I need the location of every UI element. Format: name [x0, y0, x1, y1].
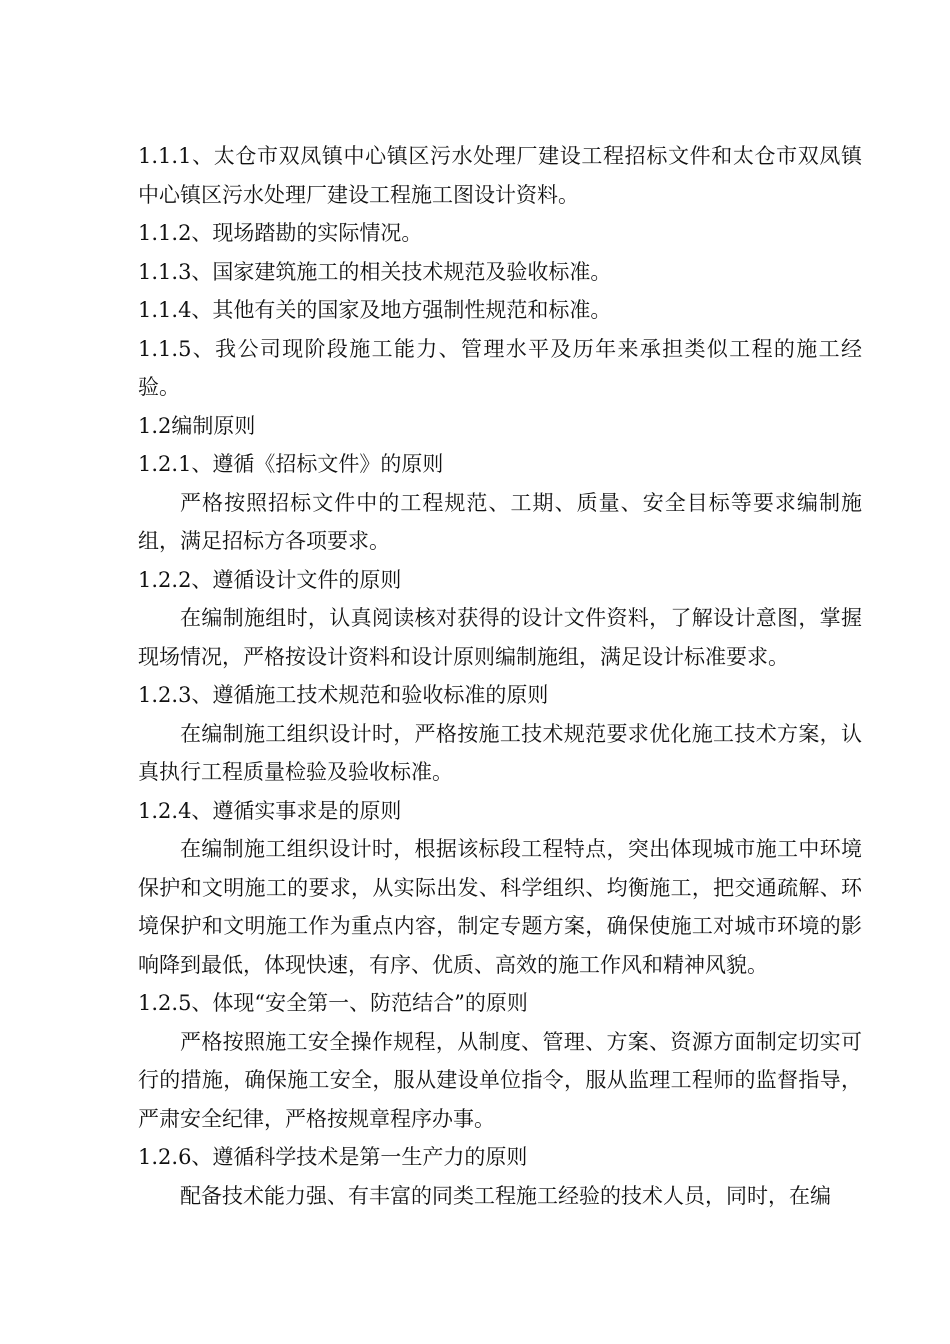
paragraph-1-1-5: 1.1.5、我公司现阶段施工能力、管理水平及历年来承担类似工程的施工经验。 — [138, 336, 862, 399]
subheading-1-2-5: 1.2.5、体现“安全第一、防范结合”的原则 — [138, 991, 528, 1015]
body-paragraph-1-2-1: 严格按照招标文件中的工程规范、工期、质量、安全目标等要求编制施组，满足招标方各项要求。 — [138, 490, 862, 553]
subheading-1-2-4: 1.2.4、遵循实事求是的原则 — [138, 798, 402, 823]
subheading-1-2-1: 1.2.1、遵循《招标文件》的原则 — [138, 452, 444, 476]
paragraph-1-1-4: 1.1.4、其他有关的国家及地方强制性规范和标准。 — [138, 298, 612, 322]
body-paragraph-1-2-2: 在编制施组时，认真阅读核对获得的设计文件资料，了解设计意图，掌握现场情况，严格按设计资料和设计原则编制施组，满足设计标准要求。 — [138, 606, 862, 669]
section-heading-1-2: 1.2编制原则 — [138, 413, 256, 438]
subheading-1-2-6: 1.2.6、遵循科学技术是第一生产力的原则 — [138, 1145, 528, 1169]
paragraph-1-1-3: 1.1.3、国家建筑施工的相关技术规范及验收标准。 — [138, 259, 612, 284]
subheading-1-2-2: 1.2.2、遵循设计文件的原则 — [138, 567, 402, 592]
paragraph-1-1-2: 1.1.2、现场踏勘的实际情况。 — [138, 221, 423, 245]
paragraph-1-1-1: 1.1.1、太仓市双凤镇中心镇区污水处理厂建设工程招标文件和太仓市双凤镇中心镇区污水处理厂建设工程施工图设计资料。 — [138, 144, 862, 207]
body-paragraph-1-2-5: 严格按照施工安全操作规程，从制度、管理、方案、资源方面制定切实可行的措施，确保施工安全，服从建设单位指令，服从监理工程师的监督指导，严肃安全纪律，严格按规章程序办事。 — [138, 1029, 862, 1131]
body-paragraph-1-2-3: 在编制施工组织设计时，严格按施工技术规范要求优化施工技术方案，认真执行工程质量检验及验收标准。 — [138, 721, 862, 784]
subheading-1-2-3: 1.2.3、遵循施工技术规范和验收标准的原则 — [138, 683, 549, 707]
document-body — [138, 137, 862, 1215]
body-paragraph-1-2-4: 在编制施工组织设计时，根据该标段工程特点，突出体现城市施工中环境保护和文明施工的要求，从实际出发、科学组织、均衡施工，把交通疏解、环境保护和文明施工作为重点内容，制定专题方案，确保使施工对城市环境的影响降到最低，体现快速，有序、优质、高效的施工作风和精神风貌。 — [138, 837, 862, 977]
body-paragraph-1-2-6: 配备技术能力强、有丰富的同类工程施工经验的技术人员，同时，在编 — [180, 1183, 831, 1208]
